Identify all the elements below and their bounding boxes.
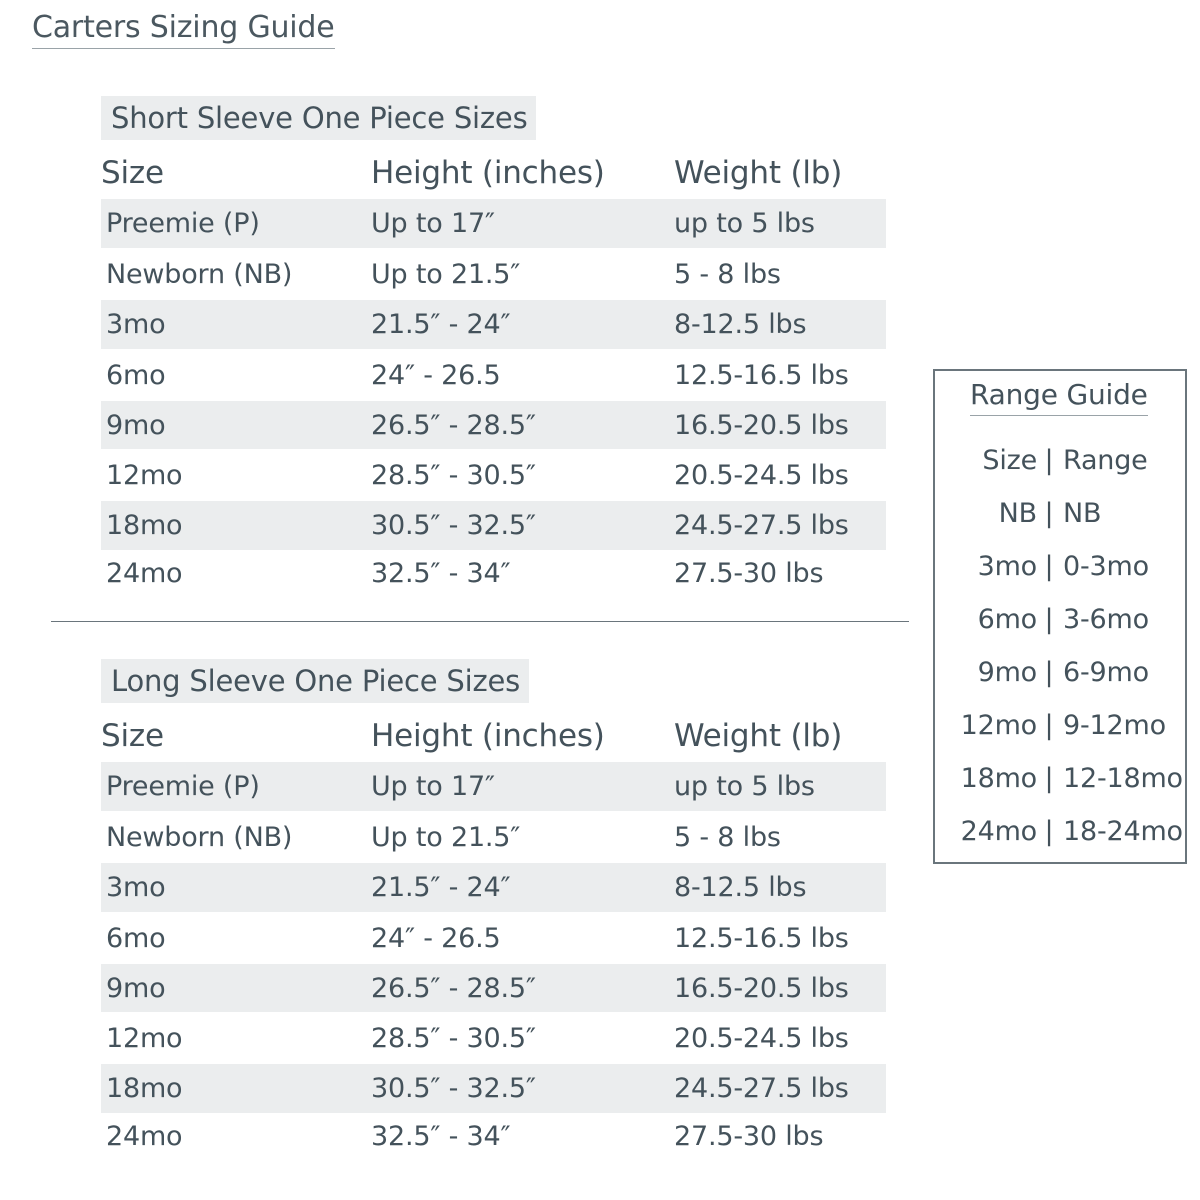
table-row (101, 1113, 886, 1159)
weight-cell: 8-12.5 lbs (674, 300, 886, 349)
table-row (101, 550, 886, 596)
size-cell: 9mo (101, 401, 371, 449)
range-separator: | (1044, 498, 1054, 529)
table-row (101, 300, 886, 349)
height-cell: 30.5″ - 32.5″ (371, 501, 674, 550)
long-sleeve-section (101, 659, 886, 1159)
size-cell: 12mo (106, 1022, 183, 1054)
table-row (101, 811, 886, 863)
range-size: NB (998, 498, 1037, 529)
height-cell: 26.5″ - 28.5″ (371, 401, 674, 449)
range-guide-box (933, 369, 1187, 864)
range-value: NB (1063, 498, 1102, 529)
column-header-size: Size (101, 154, 164, 191)
weight-cell: 20.5-24.5 lbs (674, 459, 849, 491)
height-cell: Up to 17″ (371, 762, 674, 811)
range-separator: | (1044, 710, 1054, 741)
weight-cell: 20.5-24.5 lbs (674, 1022, 849, 1054)
weight-cell: 24.5-27.5 lbs (674, 1064, 886, 1113)
weight-cell: 12.5-16.5 lbs (674, 359, 849, 391)
short-sleeve-section (101, 96, 886, 596)
table-row (101, 349, 886, 401)
range-separator: | (1044, 604, 1054, 635)
size-cell: 18mo (101, 1064, 371, 1113)
table-row (101, 401, 886, 449)
range-separator: | (1044, 816, 1054, 847)
table-row (101, 964, 886, 1012)
range-value: 0-3mo (1063, 551, 1149, 582)
weight-cell: up to 5 lbs (674, 762, 886, 811)
range-size: 24mo (960, 816, 1037, 847)
size-cell: 12mo (106, 459, 183, 491)
table-header-row (101, 703, 886, 762)
height-cell: 32.5″ - 34″ (371, 557, 511, 589)
column-header-weight: Weight (lb) (674, 717, 843, 754)
height-cell: 30.5″ - 32.5″ (371, 1064, 674, 1113)
table-row (101, 248, 886, 300)
range-size: 3mo (977, 551, 1037, 582)
weight-cell: 16.5-20.5 lbs (674, 401, 886, 449)
weight-cell: 24.5-27.5 lbs (674, 501, 886, 550)
size-cell: Preemie (P) (101, 762, 371, 811)
range-guide-row (935, 752, 1185, 805)
range-guide-list (935, 434, 1185, 858)
range-value: 6-9mo (1063, 657, 1149, 688)
range-separator: | (1044, 657, 1054, 688)
column-header-weight: Weight (lb) (674, 154, 843, 191)
range-range-header: Range (1063, 445, 1148, 476)
column-header-height: Height (inches) (371, 717, 605, 754)
range-value: 18-24mo (1063, 816, 1183, 847)
table-row (101, 1064, 886, 1113)
weight-cell: 5 - 8 lbs (674, 821, 781, 853)
size-cell: 24mo (106, 1120, 183, 1152)
height-cell: 26.5″ - 28.5″ (371, 964, 674, 1012)
range-guide-row (935, 540, 1185, 593)
height-cell: 28.5″ - 30.5″ (371, 459, 536, 491)
weight-cell: 8-12.5 lbs (674, 863, 886, 912)
table-row (101, 863, 886, 912)
range-value: 12-18mo (1063, 763, 1183, 794)
range-value: 9-12mo (1063, 710, 1166, 741)
height-cell: 24″ - 26.5 (371, 922, 501, 954)
size-cell: Newborn (NB) (106, 258, 293, 290)
column-header-height: Height (inches) (371, 154, 605, 191)
weight-cell: up to 5 lbs (674, 199, 886, 248)
range-guide-row (935, 805, 1185, 858)
size-cell: 24mo (106, 557, 183, 589)
range-size: 9mo (977, 657, 1037, 688)
range-size: 18mo (960, 763, 1037, 794)
height-cell: Up to 21.5″ (371, 258, 521, 290)
weight-cell: 12.5-16.5 lbs (674, 922, 849, 954)
size-cell: 9mo (101, 964, 371, 1012)
size-cell: 3mo (101, 300, 371, 349)
range-guide-title: Range Guide (970, 377, 1148, 416)
range-separator: | (1044, 551, 1054, 582)
range-size: 12mo (960, 710, 1037, 741)
range-guide-row (935, 593, 1185, 646)
height-cell: 28.5″ - 30.5″ (371, 1022, 536, 1054)
short-sleeve-table (101, 140, 886, 596)
height-cell: 21.5″ - 24″ (371, 863, 674, 912)
range-separator: | (1044, 763, 1054, 794)
weight-cell: 16.5-20.5 lbs (674, 964, 886, 1012)
table-row (101, 199, 886, 248)
table-row (101, 912, 886, 964)
height-cell: 32.5″ - 34″ (371, 1120, 511, 1152)
long-sleeve-table (101, 703, 886, 1159)
range-size: 6mo (977, 604, 1037, 635)
height-cell: 24″ - 26.5 (371, 359, 501, 391)
size-cell: 6mo (106, 922, 166, 954)
weight-cell: 27.5-30 lbs (674, 557, 824, 589)
short-sleeve-heading: Short Sleeve One Piece Sizes (101, 96, 536, 140)
long-sleeve-heading: Long Sleeve One Piece Sizes (101, 659, 529, 703)
size-cell: 3mo (101, 863, 371, 912)
height-cell: Up to 17″ (371, 199, 674, 248)
table-row (101, 449, 886, 501)
table-row (101, 1012, 886, 1064)
weight-cell: 5 - 8 lbs (674, 258, 781, 290)
weight-cell: 27.5-30 lbs (674, 1120, 824, 1152)
range-size-header: Size (982, 445, 1037, 476)
table-header-row (101, 140, 886, 199)
range-guide-row (935, 699, 1185, 752)
table-row (101, 501, 886, 550)
table-row (101, 762, 886, 811)
page-title: Carters Sizing Guide (32, 8, 335, 49)
size-cell: 18mo (101, 501, 371, 550)
height-cell: 21.5″ - 24″ (371, 300, 674, 349)
column-header-size: Size (101, 717, 164, 754)
range-guide-header (935, 434, 1185, 487)
range-value: 3-6mo (1063, 604, 1149, 635)
range-separator: | (1044, 445, 1054, 476)
range-guide-row (935, 646, 1185, 699)
size-cell: 6mo (106, 359, 166, 391)
range-guide-row (935, 487, 1185, 540)
size-cell: Preemie (P) (101, 199, 371, 248)
height-cell: Up to 21.5″ (371, 821, 521, 853)
section-divider (51, 621, 909, 622)
size-cell: Newborn (NB) (106, 821, 293, 853)
